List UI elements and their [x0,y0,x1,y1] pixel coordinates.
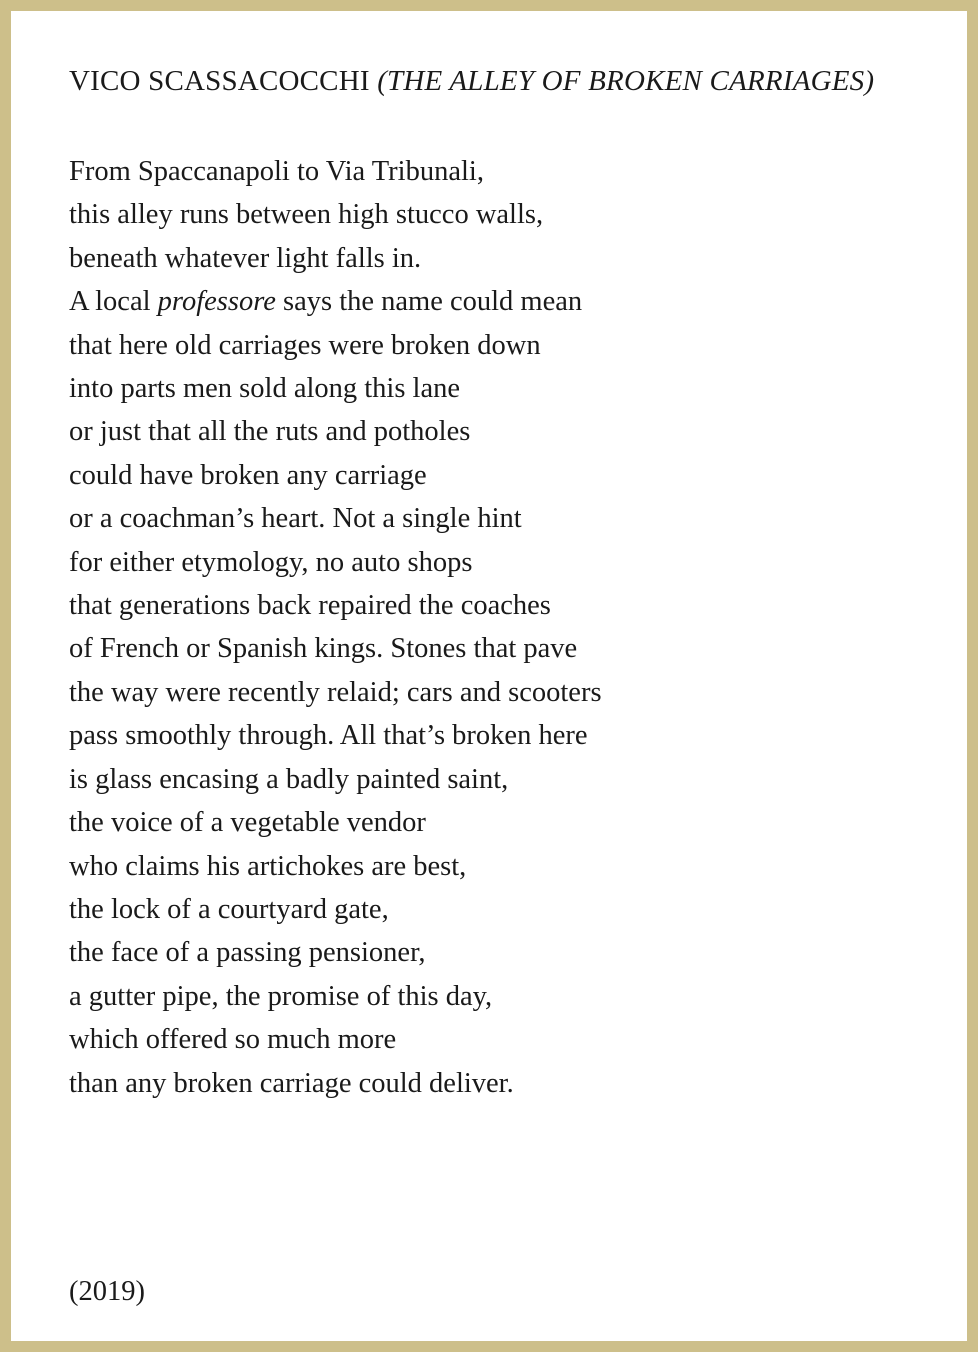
poem-line-17: who claims his artichokes are best, [69,850,467,882]
poem-line-5: that here old carriages were broken down [69,329,541,361]
poem-line-4-prefix: A local [69,286,151,318]
poem-line-18: the lock of a courtyard gate, [69,893,389,925]
poem-line-20: a gutter pipe, the promise of this day, [69,980,493,1012]
poem-line-13: the way were recently relaid; cars and scooters [69,676,602,708]
poem-line-4-rest: says the name could mean [283,286,583,318]
poem-line-4-italic-word: professore [157,286,276,318]
poem-line-10: for either etymology, no auto shops [69,546,473,578]
poem-line-3: beneath whatever light falls in. [69,242,422,274]
poem-line-16: the voice of a vegetable vendor [69,807,426,839]
poem-line-1: From Spaccanapoli to Via Tribunali, [69,156,484,187]
poem-line-7: or just that all the ruts and potholes [69,416,471,448]
poem-title-main: VICO SCASSACOCCHI [69,65,370,97]
poem-line-12: of French or Spanish kings. Stones that pave [69,633,578,665]
poem-line-14: pass smoothly through. All that’s broken here [69,720,588,752]
poem-line-4 [69,280,602,323]
poem-title [69,63,874,99]
poem-line-8: could have broken any carriage [69,459,427,491]
poem-line-19: the face of a passing pensioner, [69,937,426,969]
poem-year: (2019) [69,1276,145,1307]
poem-line-6: into parts men sold along this lane [69,373,461,405]
poem-body [69,150,602,1105]
poem-line-15: is glass encasing a badly painted saint, [69,763,509,795]
poem-line-9: or a coachman’s heart. Not a single hint [69,503,522,535]
poem-line-11: that generations back repaired the coaches [69,590,551,622]
poem-subtitle: (THE ALLEY OF BROKEN CARRIAGES) [377,65,875,97]
poem-line-2: this alley runs between high stucco walls, [69,199,544,231]
poem-line-21: which offered so much more [69,1024,397,1056]
poem-line-22: than any broken carriage could deliver. [69,1067,514,1099]
